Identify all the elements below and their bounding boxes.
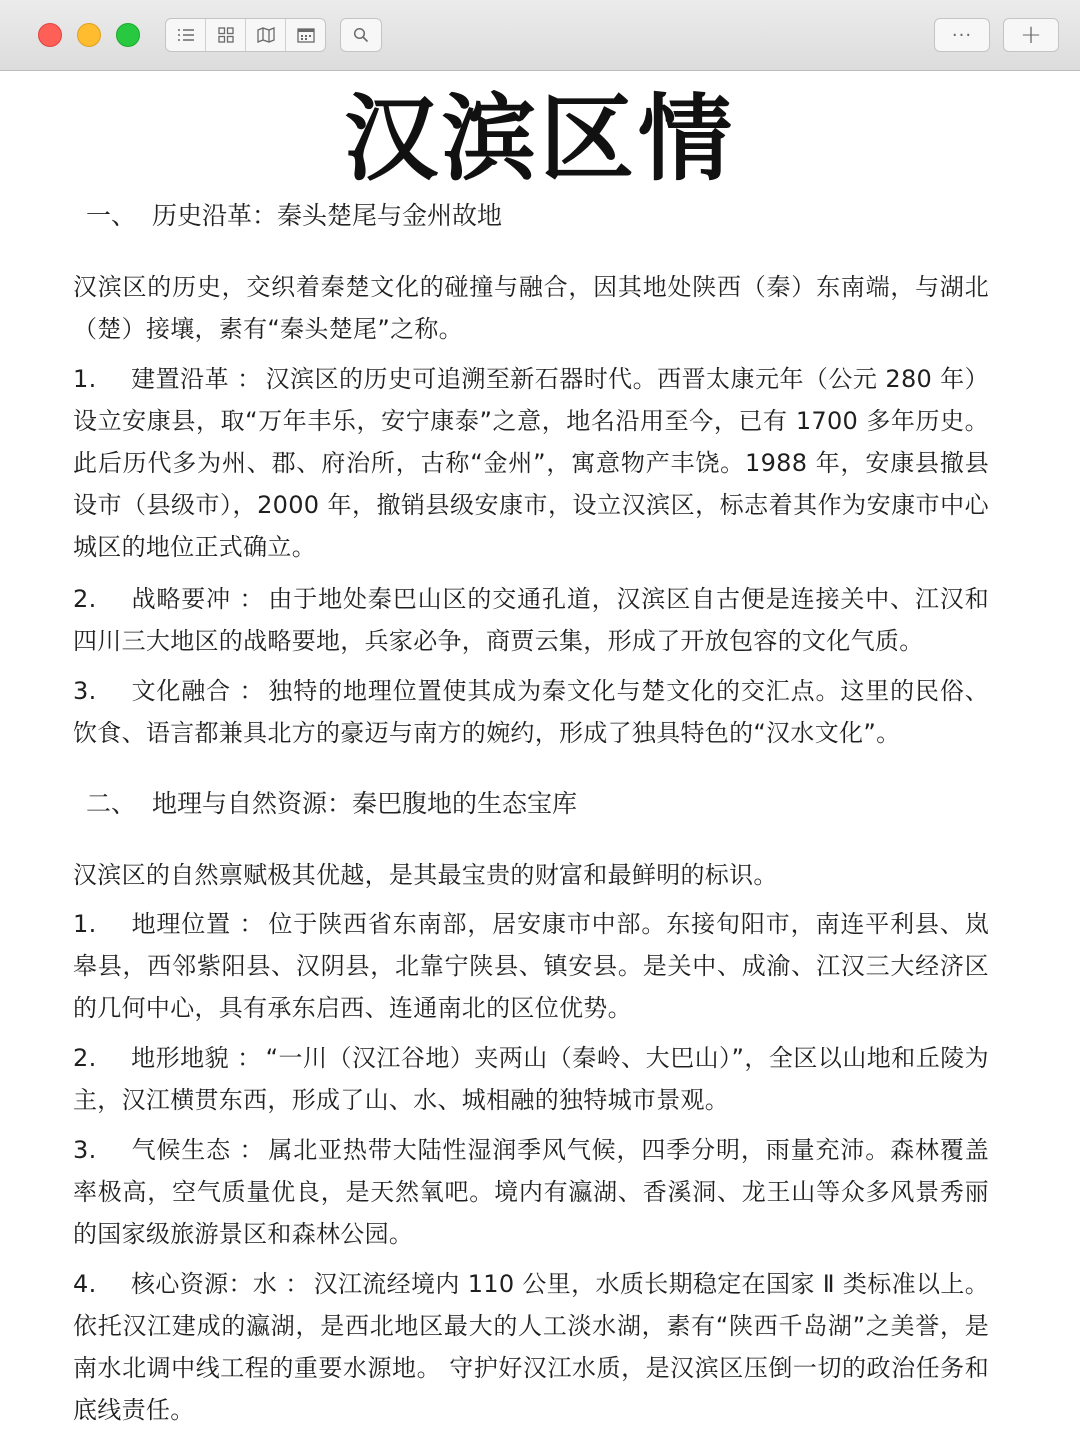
item-number: 1. [73, 365, 97, 393]
minimize-window-button[interactable] [77, 23, 101, 47]
item-text: 汉滨区的历史可追溯至新石器时代。西晋太康元年（公元 280 年）设立安康县，取“万年丰乐，安宁康泰”之意，地名沿用至今，已有 1700 多年历史。此后历代多为州、郡、府治所，古称“金州”，寓意物产丰饶。1988 年，安康县撤县设市（县级市），2000 年，撤销县级安康市，设立汉滨区，标志着其作为安康市中心城区的地位正式确立。 [73, 365, 989, 561]
map-icon [257, 27, 275, 43]
page-title: 汉滨区情 [343, 85, 736, 194]
list-item [73, 1037, 989, 1121]
item-text: 属北亚热带大陆性湿润季风气候，四季分明，雨量充沛。森林覆盖率极高，空气质量优良，是天然氧吧。境内有瀛湖、香溪洞、龙王山等众多风景秀丽的国家级旅游景区和森林公园。 [73, 1136, 989, 1248]
section-intro: 汉滨区的历史，交织着秦楚文化的碰撞与融合，因其地处陕西（秦）东南端，与湖北（楚）接壤，素有“秦头楚尾”之称。 [73, 273, 989, 343]
item-number: 1. [73, 910, 97, 938]
section-title: 地理与自然资源：秦巴腹地的生态宝库 [152, 789, 578, 818]
section-intro: 汉滨区的自然禀赋极其优越，是其最宝贵的财富和最鲜明的标识。 [73, 861, 778, 889]
calendar-icon [297, 27, 315, 43]
list-item [73, 1129, 989, 1255]
grid-icon [218, 27, 234, 43]
section-title: 历史沿革：秦头楚尾与金州故地 [152, 201, 503, 230]
item-number: 2. [73, 585, 97, 613]
item-text: 独特的地理位置使其成为秦文化与楚文化的交汇点。这里的民俗、饮食、语言都兼具北方的豪迈与南方的婉约，形成了独具特色的“汉水文化”。 [73, 677, 989, 747]
section-heading-history [86, 198, 502, 234]
item-term: 地理位置 ： [131, 910, 265, 938]
list-view-button[interactable] [166, 19, 206, 51]
grid-view-button[interactable] [206, 19, 246, 51]
list-item [73, 578, 989, 662]
section-number: 一、 [86, 201, 137, 230]
item-text: 由于地处秦巴山区的交通孔道，汉滨区自古便是连接关中、江汉和四川三大地区的战略要地，兵家必争，商贾云集，形成了开放包容的文化气质。 [73, 585, 989, 655]
close-window-button[interactable] [38, 23, 62, 47]
search-icon [353, 27, 369, 43]
view-mode-segmented-control [165, 18, 326, 52]
list-item [73, 1263, 989, 1431]
item-number: 3. [73, 677, 97, 705]
item-term: 地形地貌 ： [131, 1044, 262, 1072]
item-term: 战略要冲 ： [131, 585, 265, 613]
item-text: 汉江流经境内 110 公里，水质长期稳定在国家 Ⅱ 类标准以上。依托汉江建成的瀛湖，是西北地区最大的人工淡水湖，素有“陕西千岛湖”之美誉，是南水北调中线工程的重要水源地。 守护好汉江水质，是汉滨区压倒一切的政治任务和底线责任。 [73, 1270, 989, 1424]
section-number: 二、 [86, 789, 137, 818]
item-term: 文化融合 ： [131, 677, 265, 705]
list-icon [177, 28, 195, 42]
list-item [73, 358, 989, 568]
search-button[interactable] [340, 18, 382, 52]
item-text: “一川（汉江谷地）夹两山（秦岭、大巴山）”，全区以山地和丘陵为主，汉江横贯东西，形成了山、水、城相融的独特城市景观。 [73, 1044, 989, 1114]
item-number: 3. [73, 1136, 97, 1164]
add-button[interactable]: + [1003, 18, 1059, 52]
item-number: 2. [73, 1044, 97, 1072]
list-item [73, 670, 989, 754]
more-options-button[interactable]: ··· [934, 18, 990, 52]
map-view-button[interactable] [246, 19, 286, 51]
list-item [73, 903, 989, 1029]
window-toolbar [0, 0, 1080, 71]
item-text: 位于陕西省东南部，居安康市中部。东接旬阳市，南连平利县、岚皋县，西邻紫阳县、汉阴县，北靠宁陕县、镇安县。是关中、成渝、江汉三大经济区的几何中心，具有承东启西、连通南北的区位优势。 [73, 910, 989, 1022]
item-term: 建置沿革 ： [131, 365, 262, 393]
item-term: 气候生态 ： [131, 1136, 265, 1164]
item-term: 核心资源：水 ： [131, 1270, 310, 1298]
zoom-window-button[interactable] [116, 23, 140, 47]
item-number: 4. [73, 1270, 97, 1298]
section-heading-geography [86, 786, 577, 822]
calendar-view-button[interactable] [286, 19, 325, 51]
